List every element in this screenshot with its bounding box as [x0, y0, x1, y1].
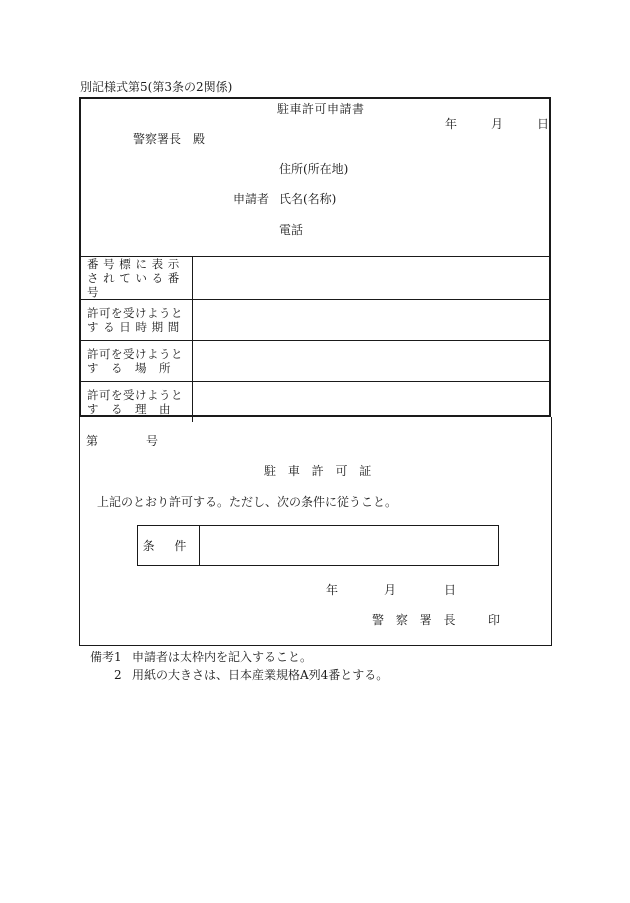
field-label-plate-number: [81, 257, 192, 300]
application-date-month[interactable]: 月: [491, 117, 504, 131]
name-label: 氏名(名称): [279, 192, 337, 206]
application-date-year[interactable]: 年: [445, 117, 458, 131]
field-value-location[interactable]: [192, 341, 549, 382]
permit-date-month[interactable]: 月: [384, 583, 397, 597]
field-row-period: [81, 300, 549, 341]
field-label-line1: 許可を受けようと: [87, 347, 183, 361]
field-value-reason[interactable]: [192, 382, 549, 423]
application-date-day[interactable]: 日: [537, 117, 550, 131]
application-title: 駐車許可申請書: [277, 102, 365, 116]
field-label-line2: す る 理 由: [87, 402, 171, 416]
permit-date-year[interactable]: 年: [326, 583, 339, 597]
addressee: 警察署長 殿: [133, 132, 206, 146]
application-fields-table: [81, 256, 549, 422]
applicant-label: 申請者: [233, 192, 270, 206]
permit-number-suffix: 号: [146, 434, 159, 448]
seal-mark: 印: [488, 613, 501, 627]
address-label: 住所(所在地): [279, 162, 349, 176]
field-value-period[interactable]: [192, 300, 549, 341]
field-value-plate-number[interactable]: [192, 257, 549, 300]
permit-statement: 上記のとおり許可する。ただし、次の条件に従うこと。: [97, 495, 398, 509]
condition-value[interactable]: [200, 526, 498, 565]
field-label-line1: 許可を受けようと: [87, 388, 183, 402]
field-label-line2: す る 日 時 期 間: [87, 320, 180, 334]
field-row-plate-number: [81, 257, 549, 300]
permit-issuer: 警 察 署 長: [372, 613, 460, 627]
field-label-reason: [81, 382, 192, 423]
note-2-number: 2: [114, 668, 122, 682]
note-1: 申請者は太枠内を記入すること。: [132, 650, 313, 664]
permit-section: [79, 417, 552, 646]
note-2: 用紙の大きさは、日本産業規格A列4番とする。: [132, 668, 389, 682]
field-label-line2: す る 場 所: [87, 361, 171, 375]
notes-label: 備考1: [90, 650, 122, 664]
permit-date-day[interactable]: 日: [444, 583, 457, 597]
field-label-line1: 番 号 標 に 表 示: [87, 257, 180, 271]
condition-label: 条 件: [138, 526, 200, 565]
field-row-reason: [81, 382, 549, 423]
application-section: [79, 97, 551, 417]
field-label-line1: 許可を受けようと: [87, 306, 183, 320]
form-number-header: 別記様式第5(第3条の2関係): [80, 80, 233, 94]
field-label-period: [81, 300, 192, 341]
permit-title: 駐 車 許 可 証: [264, 464, 376, 478]
phone-label: 電話: [279, 223, 304, 237]
field-label-location: [81, 341, 192, 382]
field-row-location: [81, 341, 549, 382]
condition-box: [137, 525, 499, 566]
permit-number-prefix: 第: [86, 434, 99, 448]
field-label-line2: さ れ て い る 番 号: [87, 271, 180, 299]
